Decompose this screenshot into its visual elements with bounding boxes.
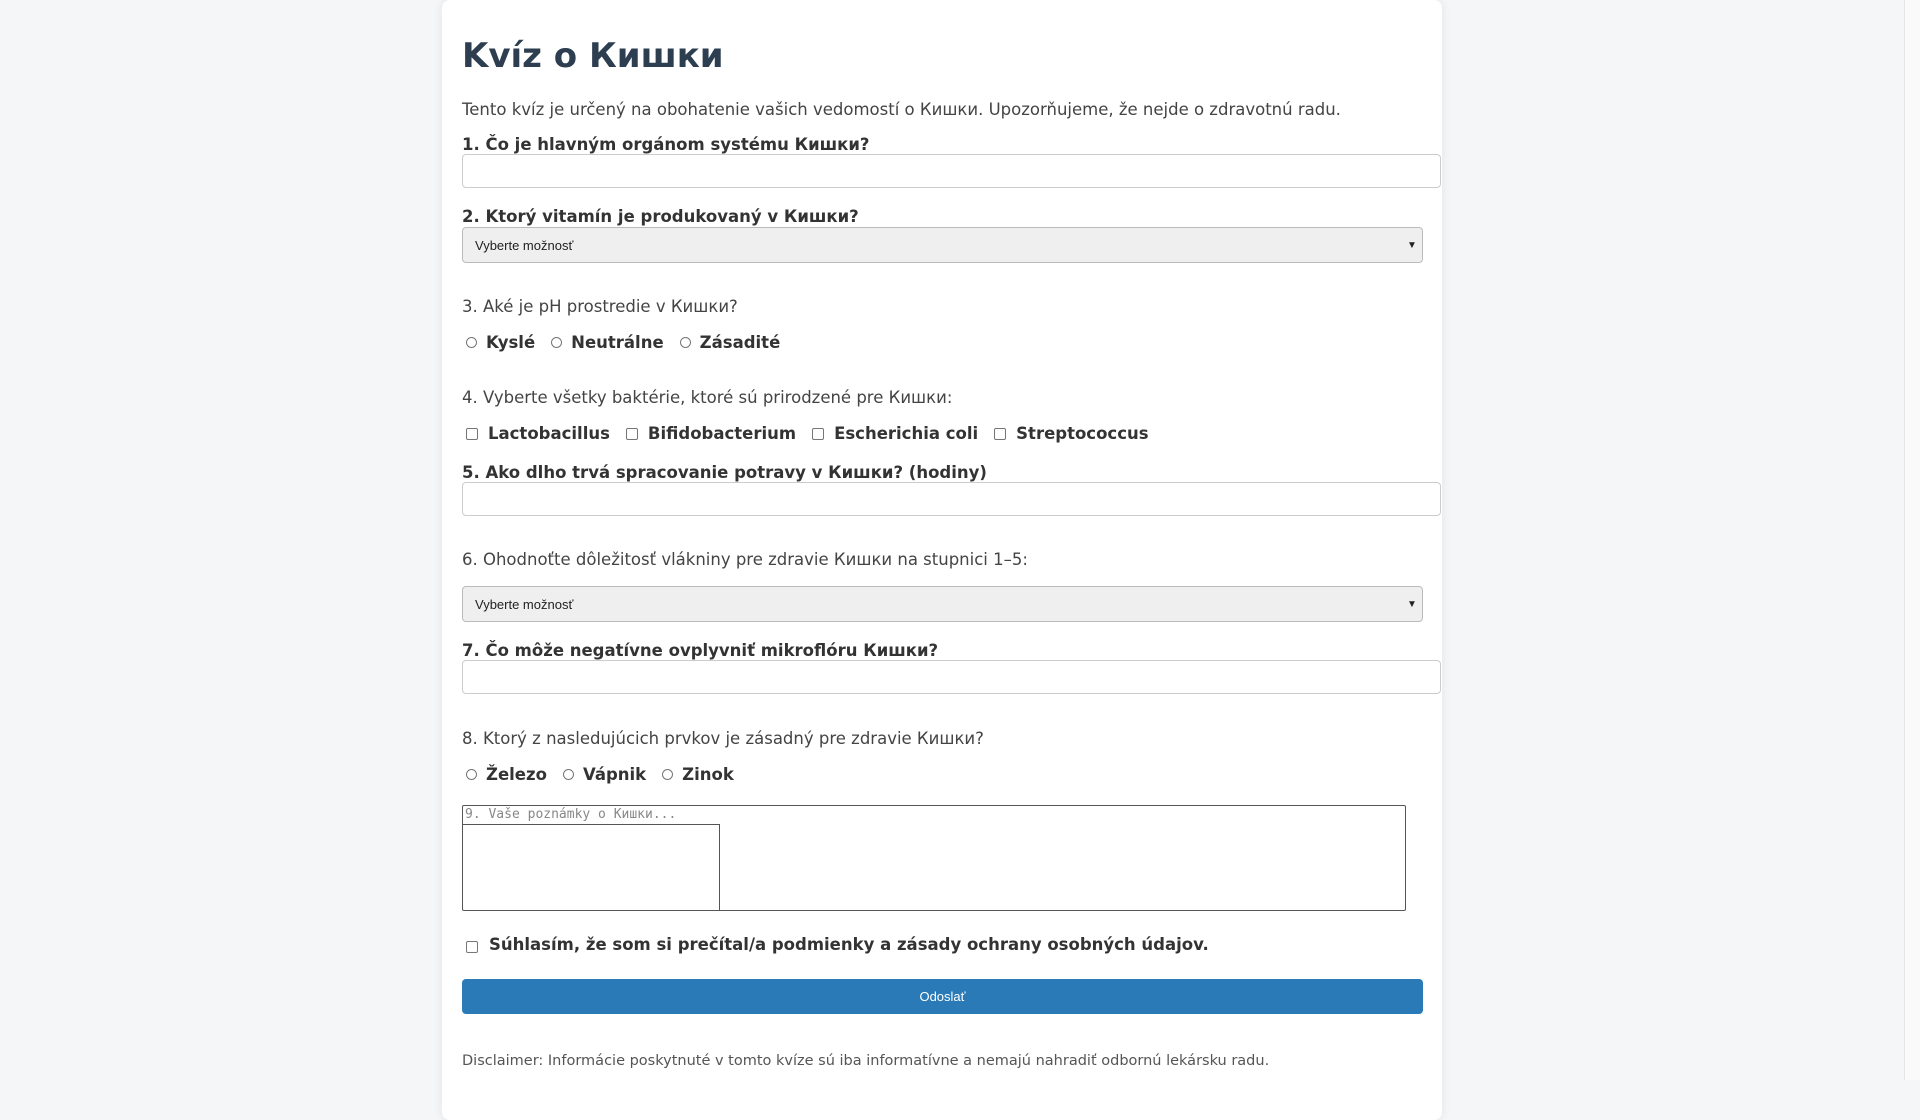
question-3-label: 3. Aké je pH prostredie v Кишки? xyxy=(462,297,738,316)
chevron-down-icon: ▼ xyxy=(1407,598,1417,610)
submit-button[interactable]: Odoslať xyxy=(462,979,1423,1014)
radio-neutralne[interactable] xyxy=(551,337,562,348)
option-label: Železo xyxy=(486,765,547,784)
radio-vapnik[interactable] xyxy=(563,769,574,780)
option-label: Zinok xyxy=(682,765,734,784)
question-8-options xyxy=(462,765,746,784)
option-label: Kyslé xyxy=(486,333,536,352)
question-4-label: 4. Vyberte všetky baktérie, ktoré sú prirodzené pre Кишки: xyxy=(462,388,953,407)
question-2-selected: Vyberte možnosť xyxy=(475,237,574,253)
question-6-label: 6. Ohodnoťte dôležitosť vlákniny pre zdravie Кишки na stupnici 1–5: xyxy=(462,550,1028,569)
checkbox-bifidobacterium[interactable] xyxy=(626,428,638,440)
option-label: Escherichia coli xyxy=(834,424,979,443)
option-label: Bifidobacterium xyxy=(647,424,797,443)
checkbox-lactobacillus[interactable] xyxy=(466,428,478,440)
radio-zasadite[interactable] xyxy=(680,337,691,348)
quiz-intro: Tento kvíz je určený na obohatenie vašich vedomostí o Кишки. Upozorňujeme, že nejde o zdravotnú radu. xyxy=(462,100,1341,119)
checkbox-streptococcus[interactable] xyxy=(994,428,1006,440)
consent-row xyxy=(462,935,1221,954)
question-5-label: 5. Ako dlho trvá spracovanie potravy v Кишки? (hodiny) xyxy=(462,463,987,482)
radio-zelezo[interactable] xyxy=(466,769,477,780)
question-1-label: 1. Čo je hlavným orgánom systému Кишки? xyxy=(462,135,870,154)
option-label: Streptococcus xyxy=(1016,424,1149,443)
scrollbar[interactable] xyxy=(1904,0,1920,1080)
question-2-label: 2. Ktorý vitamín je produkovaný v Кишки? xyxy=(462,207,859,226)
option-label: Lactobacillus xyxy=(488,424,610,443)
option-label: Neutrálne xyxy=(571,333,664,352)
page-title: Kvíz o Кишки xyxy=(462,36,724,76)
chevron-down-icon: ▼ xyxy=(1407,239,1417,251)
radio-kysle[interactable] xyxy=(466,337,477,348)
option-label: Vápnik xyxy=(582,765,647,784)
notes-textarea[interactable] xyxy=(462,805,1406,911)
question-4-options xyxy=(462,424,1161,443)
checkbox-escherichia-coli[interactable] xyxy=(812,428,824,440)
consent-label: Súhlasím, že som si prečítal/a podmienky a zásady ochrany osobných údajov. xyxy=(489,935,1209,954)
question-5-input[interactable] xyxy=(462,482,1441,516)
question-8-label: 8. Ktorý z nasledujúcich prvkov je zásadný pre zdravie Кишки? xyxy=(462,729,984,748)
question-3-options xyxy=(462,333,792,352)
disclaimer-text: Disclaimer: Informácie poskytnuté v tomto kvíze sú iba informatívne a nemajú nahradiť odbornú lekársku radu. xyxy=(462,1053,1270,1069)
question-1-input[interactable] xyxy=(462,154,1441,188)
question-6-selected: Vyberte možnosť xyxy=(475,596,574,612)
option-label: Zásadité xyxy=(699,333,781,352)
radio-zinok[interactable] xyxy=(662,769,673,780)
question-7-label: 7. Čo môže negatívne ovplyvniť mikroflóru Кишки? xyxy=(462,641,939,660)
notes-placeholder: 9. Vaše poznámky o Кишки... xyxy=(465,807,677,822)
question-6-select[interactable] xyxy=(462,586,1423,622)
question-2-select[interactable] xyxy=(462,227,1423,263)
consent-checkbox[interactable] xyxy=(466,941,478,953)
notes-inner-box xyxy=(462,824,720,911)
question-7-input[interactable] xyxy=(462,660,1441,694)
